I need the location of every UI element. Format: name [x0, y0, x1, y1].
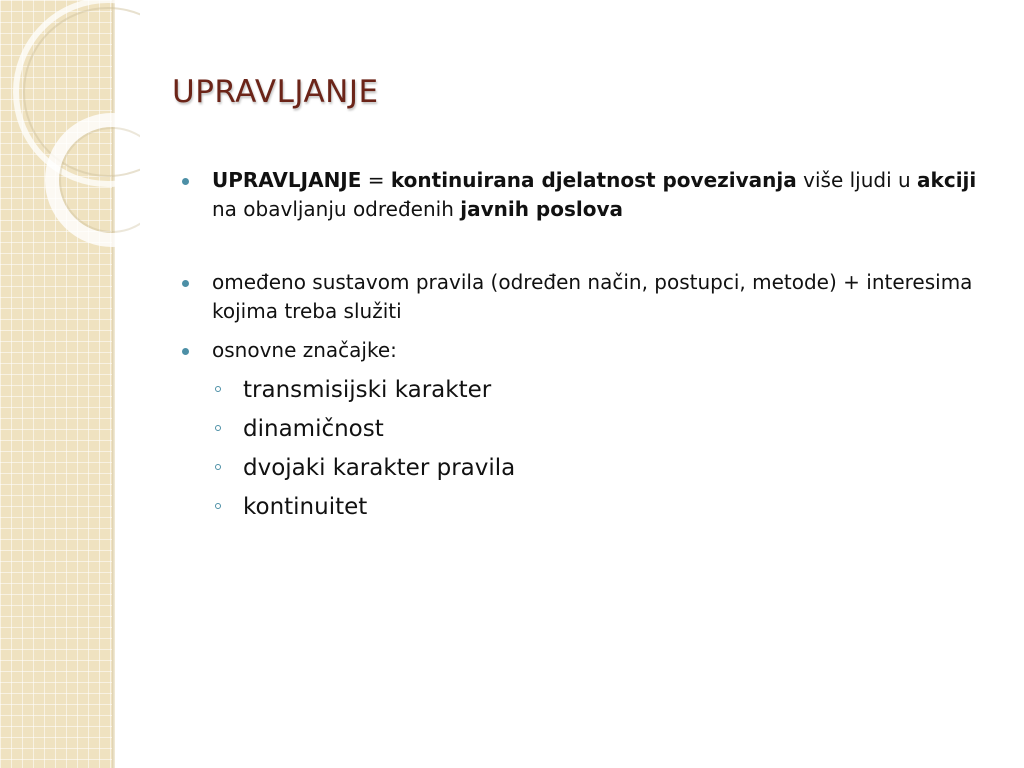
sub-item-text: dvojaki karakter pravila	[243, 455, 516, 481]
sub-item-text: dinamičnost	[243, 416, 384, 442]
bullet-icon	[182, 348, 189, 355]
sub-item	[182, 371, 982, 410]
sub-bullet-icon	[215, 503, 221, 509]
sub-item-text: transmisijski karakter	[243, 377, 492, 403]
term-javnih-poslova: javnih poslova	[460, 197, 624, 221]
sub-bullet-icon	[215, 425, 221, 431]
sub-bullet-icon	[215, 386, 221, 392]
slide-title: UPRAVLJANJE	[172, 74, 379, 110]
decorative-circles	[0, 0, 140, 260]
sub-bullet-icon	[215, 464, 221, 470]
bullet-item-definition	[182, 166, 982, 224]
bullet-text: omeđeno sustavom pravila (određen način, postupci, metode) + interesima kojima treba služiti	[212, 270, 973, 323]
definition-equals: =	[361, 168, 391, 192]
sub-item	[182, 410, 982, 449]
bullet-icon	[182, 280, 189, 287]
term-akciji: akciji	[917, 168, 977, 192]
term-upravljanje: UPRAVLJANJE	[212, 168, 362, 192]
sub-item	[182, 488, 982, 527]
definition-text-1: više ljudi u	[796, 168, 918, 192]
bullet-item-rules	[182, 268, 982, 326]
definition-text-2: na obavljanju određenih	[212, 197, 461, 221]
sub-item	[182, 449, 982, 488]
sub-item-text: kontinuitet	[243, 494, 368, 520]
bullet-text: osnovne značajke:	[212, 338, 397, 362]
bullet-item-features	[182, 336, 982, 365]
term-kontinuirana-djelatnost: kontinuirana djelatnost povezivanja	[390, 168, 797, 192]
bullet-list	[182, 166, 982, 527]
bullet-icon	[182, 178, 189, 185]
